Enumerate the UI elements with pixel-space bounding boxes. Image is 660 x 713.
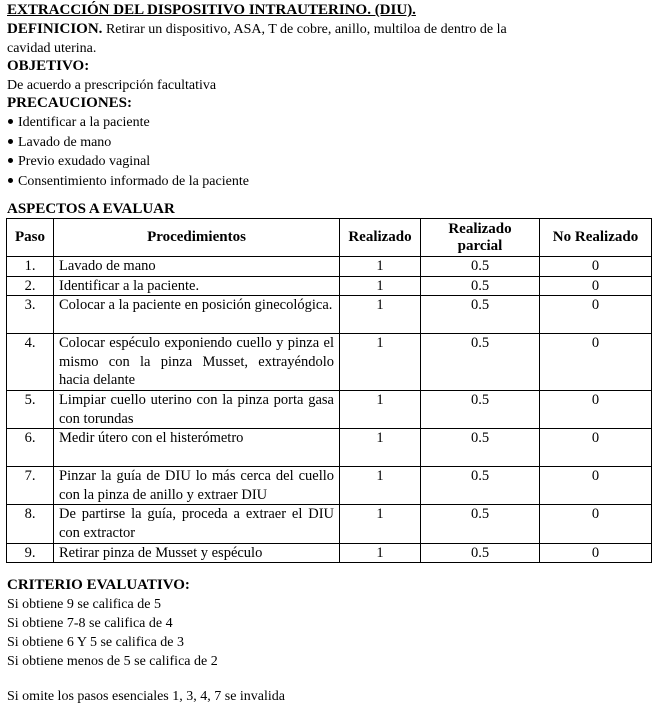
realizado-value: 1 bbox=[340, 505, 421, 543]
precauciones-section bbox=[7, 94, 249, 191]
precaucion-item: Consentimiento informado de la paciente bbox=[7, 172, 249, 192]
table-row bbox=[7, 543, 652, 563]
table-row bbox=[7, 276, 652, 296]
no-realizado-value: 0 bbox=[540, 467, 652, 505]
step-number: 7. bbox=[7, 467, 54, 505]
realizado-value: 1 bbox=[340, 296, 421, 334]
document-title: EXTRACCIÓN DEL DISPOSITIVO INTRAUTERINO. (DIU). bbox=[7, 2, 416, 18]
realizado-parcial-value: 0.5 bbox=[421, 296, 540, 334]
procedure-text: Lavado de mano bbox=[54, 257, 340, 277]
realizado-parcial-value: 0.5 bbox=[421, 543, 540, 563]
no-realizado-value: 0 bbox=[540, 543, 652, 563]
precauciones-label: PRECAUCIONES: bbox=[7, 95, 133, 111]
no-realizado-value: 0 bbox=[540, 276, 652, 296]
bullet-icon bbox=[8, 119, 13, 124]
criterio-line: Si obtiene menos de 5 se califica de 2 bbox=[7, 654, 218, 669]
criterio-section bbox=[7, 576, 218, 671]
precaucion-item: Identificar a la paciente bbox=[7, 113, 249, 133]
realizado-parcial-value: 0.5 bbox=[421, 505, 540, 543]
procedure-text: Colocar a la paciente en posición ginecológica. bbox=[54, 296, 340, 334]
table-row bbox=[7, 296, 652, 334]
realizado-parcial-value: 0.5 bbox=[421, 429, 540, 467]
realizado-value: 1 bbox=[340, 276, 421, 296]
table-row bbox=[7, 467, 652, 505]
procedure-text: Retirar pinza de Musset y espéculo bbox=[54, 543, 340, 563]
no-realizado-value: 0 bbox=[540, 390, 652, 428]
criterio-line: Si obtiene 7-8 se califica de 4 bbox=[7, 616, 173, 631]
bullet-icon bbox=[8, 139, 13, 144]
definicion-text-line1: Retirar un dispositivo, ASA, T de cobre, anillo, multiloa de dentro de la bbox=[102, 22, 507, 37]
step-number: 5. bbox=[7, 390, 54, 428]
step-number: 8. bbox=[7, 505, 54, 543]
table-header-row bbox=[7, 219, 652, 257]
procedure-text: Limpiar cuello uterino con la pinza porta gasa con torundas bbox=[54, 390, 340, 428]
no-realizado-value: 0 bbox=[540, 296, 652, 334]
realizado-value: 1 bbox=[340, 467, 421, 505]
precaucion-item: Previo exudado vaginal bbox=[7, 152, 249, 172]
header-procedimientos: Procedimientos bbox=[54, 219, 340, 257]
objetivo-label: OBJETIVO: bbox=[7, 58, 90, 74]
definicion-section bbox=[7, 20, 507, 58]
criterio-note: Si omite los pasos esenciales 1, 3, 4, 7 se invalida bbox=[7, 689, 286, 704]
realizado-value: 1 bbox=[340, 429, 421, 467]
procedure-text: Pinzar la guía de DIU lo más cerca del cuello con la pinza de anillo y extraer DIU bbox=[54, 467, 340, 505]
criterio-line: Si obtiene 6 Y 5 se califica de 3 bbox=[7, 635, 185, 650]
criterio-label: CRITERIO EVALUATIVO: bbox=[7, 577, 190, 593]
step-number: 3. bbox=[7, 296, 54, 334]
no-realizado-value: 0 bbox=[540, 505, 652, 543]
realizado-value: 1 bbox=[340, 390, 421, 428]
realizado-parcial-value: 0.5 bbox=[421, 390, 540, 428]
table-row bbox=[7, 429, 652, 467]
objetivo-text: De acuerdo a prescripción facultativa bbox=[7, 78, 217, 93]
procedure-text: Identificar a la paciente. bbox=[54, 276, 340, 296]
header-realizado-parcial: Realizado parcial bbox=[421, 219, 540, 257]
table-row bbox=[7, 334, 652, 391]
realizado-parcial-value: 0.5 bbox=[421, 276, 540, 296]
criterio-line: Si obtiene 9 se califica de 5 bbox=[7, 597, 161, 612]
header-no-realizado: No Realizado bbox=[540, 219, 652, 257]
definicion-text-line2: cavidad uterina. bbox=[7, 41, 97, 56]
header-paso: Paso bbox=[7, 219, 54, 257]
objetivo-section bbox=[7, 57, 216, 95]
no-realizado-value: 0 bbox=[540, 334, 652, 391]
aspectos-label: ASPECTOS A EVALUAR bbox=[7, 201, 175, 217]
precaucion-item: Lavado de mano bbox=[7, 133, 249, 153]
no-realizado-value: 0 bbox=[540, 257, 652, 277]
procedure-text: De partirse la guía, proceda a extraer el DIU con extractor bbox=[54, 505, 340, 543]
header-realizado: Realizado bbox=[340, 219, 421, 257]
step-number: 2. bbox=[7, 276, 54, 296]
definicion-label: DEFINICION. bbox=[7, 21, 103, 37]
step-number: 6. bbox=[7, 429, 54, 467]
procedure-text: Colocar espéculo exponiendo cuello y pinza el mismo con la pinza Musset, extrayéndolo hacia delante bbox=[54, 334, 340, 391]
realizado-parcial-value: 0.5 bbox=[421, 467, 540, 505]
procedure-text: Medir útero con el histerómetro bbox=[54, 429, 340, 467]
evaluation-table bbox=[6, 218, 652, 563]
realizado-value: 1 bbox=[340, 257, 421, 277]
table-row bbox=[7, 390, 652, 428]
table-row bbox=[7, 257, 652, 277]
realizado-value: 1 bbox=[340, 543, 421, 563]
bullet-icon bbox=[8, 178, 13, 183]
realizado-parcial-value: 0.5 bbox=[421, 334, 540, 391]
step-number: 4. bbox=[7, 334, 54, 391]
no-realizado-value: 0 bbox=[540, 429, 652, 467]
realizado-parcial-value: 0.5 bbox=[421, 257, 540, 277]
realizado-value: 1 bbox=[340, 334, 421, 391]
step-number: 1. bbox=[7, 257, 54, 277]
step-number: 9. bbox=[7, 543, 54, 563]
table-row bbox=[7, 505, 652, 543]
bullet-icon bbox=[8, 158, 13, 163]
